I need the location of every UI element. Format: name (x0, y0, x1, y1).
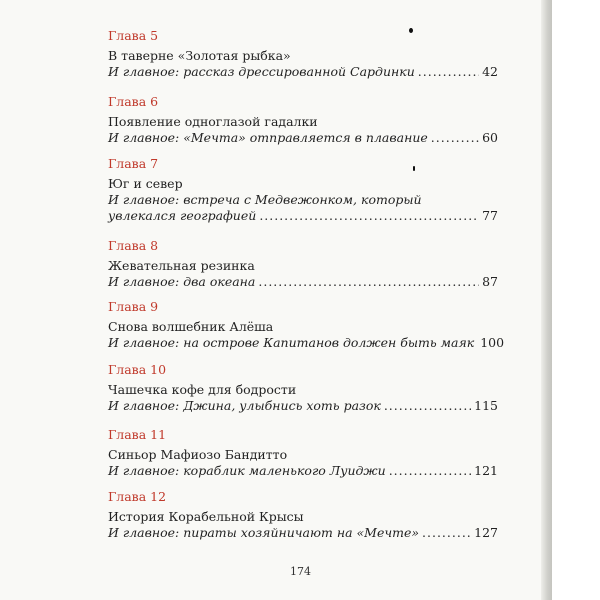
page-ref: 87 (482, 274, 498, 289)
toc-entry-chapter-7 (108, 156, 498, 224)
ink-speck (413, 166, 415, 171)
page-ref: 60 (482, 130, 498, 145)
chapter-title: Чашечка кофе для бодрости (108, 382, 297, 397)
chapter-title: В таверне «Золотая рыбка» (108, 48, 291, 63)
page-ref: 127 (474, 525, 498, 540)
chapter-title: Снова волшебник Алёша (108, 319, 274, 334)
chapter-label: Глава 10 (108, 362, 167, 377)
page-number: 174 (290, 565, 311, 578)
chapter-title: История Корабельной Крысы (108, 509, 304, 524)
leader-dots (384, 398, 471, 414)
chapter-summary: И главное: «Мечта» отправляется в плавание (108, 130, 428, 145)
chapter-summary: И главное: Джина, улыбнись хоть разок (108, 398, 381, 413)
chapter-label: Глава 5 (108, 28, 159, 43)
page-edge (552, 0, 600, 600)
chapter-label: Глава 11 (108, 427, 167, 442)
chapter-title: Синьор Мафиозо Бандитто (108, 447, 288, 462)
leader-dots (389, 463, 471, 479)
leader-dots (259, 208, 479, 224)
chapter-title: Юг и север (108, 176, 183, 191)
toc-entry-chapter-12 (108, 489, 498, 541)
toc-entry-chapter-10 (108, 362, 498, 414)
chapter-summary-cont: увлекался географией (108, 208, 257, 223)
chapter-label: Глава 7 (108, 156, 159, 171)
chapter-label: Глава 9 (108, 299, 159, 314)
toc-entry-chapter-11 (108, 427, 498, 479)
toc-entry-chapter-8 (108, 238, 498, 290)
chapter-label: Глава 8 (108, 238, 159, 253)
chapter-label: Глава 12 (108, 489, 167, 504)
leader-dots (422, 525, 471, 541)
chapter-summary: И главное: встреча с Медвежонком, который (108, 192, 422, 207)
leader-dots (258, 274, 479, 290)
leader-dots (418, 64, 479, 80)
chapter-label: Глава 6 (108, 94, 159, 109)
chapter-summary: И главное: рассказ дрессированной Сардинки (108, 64, 415, 79)
page-ref: 115 (474, 398, 498, 413)
page-ref: 121 (474, 463, 498, 478)
page-gutter-shadow (541, 0, 552, 600)
chapter-summary: И главное: пираты хозяйничают на «Мечте» (108, 525, 420, 540)
chapter-summary: И главное: кораблик маленького Луиджи (108, 463, 386, 478)
chapter-summary: И главное: два океана (108, 274, 256, 289)
page-ref: 77 (482, 208, 498, 223)
page-ref: 100 (480, 335, 505, 350)
toc-entry-chapter-9 (108, 299, 505, 351)
chapter-title: Жевательная резинка (108, 258, 255, 273)
leader-dots (431, 130, 479, 146)
page-ref: 42 (482, 64, 498, 79)
chapter-summary: И главное: на острове Капитанов должен быть маяк (108, 335, 475, 350)
toc-entry-chapter-5 (108, 28, 498, 80)
toc-entry-chapter-6 (108, 94, 498, 146)
ink-speck (409, 28, 413, 33)
chapter-title: Появление одноглазой гадалки (108, 114, 318, 129)
